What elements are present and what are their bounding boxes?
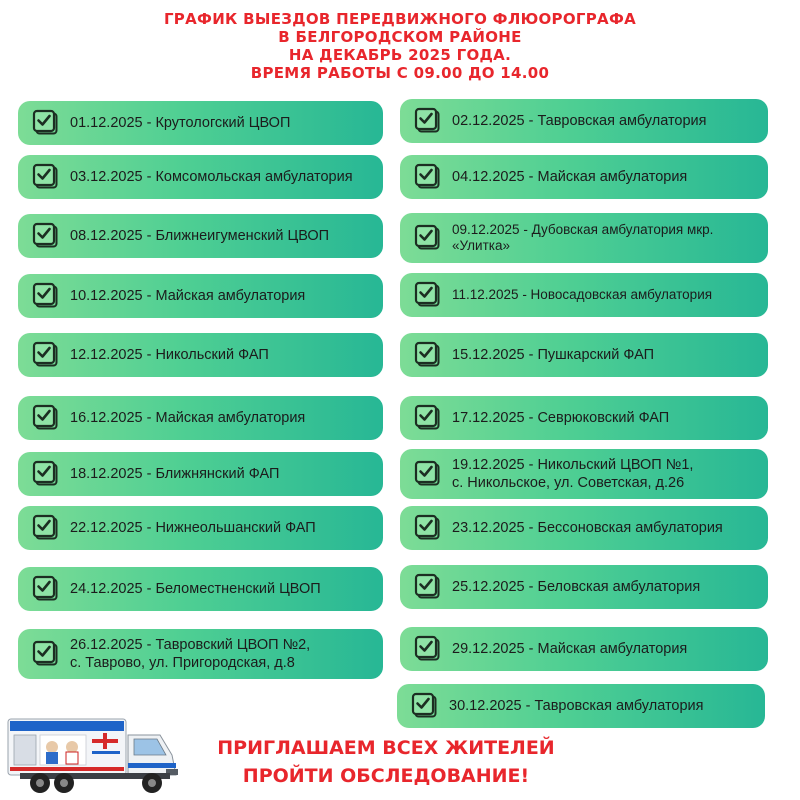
invitation-line-1: ПРИГЛАШАЕМ ВСЕХ ЖИТЕЛЕЙ	[217, 737, 555, 759]
invitation-text	[186, 734, 586, 790]
schedule-item-text: 04.12.2025 - Майская амбулатория	[452, 169, 688, 185]
schedule-item-text: 01.12.2025 - Крутологский ЦВОП	[70, 115, 291, 131]
checkbox-checked-icon	[32, 640, 60, 668]
checkbox-checked-icon	[414, 224, 442, 252]
truck-wheels	[20, 773, 170, 793]
truck-body	[8, 719, 126, 775]
schedule-item	[18, 452, 383, 496]
schedule-item	[400, 273, 768, 317]
checkbox-checked-icon	[414, 163, 442, 191]
checkbox-checked-icon	[414, 341, 442, 369]
schedule-item-address: с. Таврово, ул. Пригородская, д.8	[70, 655, 295, 671]
checkbox-checked-icon	[414, 460, 442, 488]
schedule-item	[18, 333, 383, 377]
schedule-item	[400, 449, 768, 499]
schedule-item	[18, 629, 383, 679]
schedule-item-text: 12.12.2025 - Никольский ФАП	[70, 347, 269, 363]
schedule-item-text: 25.12.2025 - Беловская амбулатория	[452, 579, 701, 595]
schedule-item-text: 22.12.2025 - Нижнеольшанский ФАП	[70, 520, 316, 536]
page-title	[0, 10, 800, 82]
schedule-item-text: 16.12.2025 - Майская амбулатория	[70, 410, 306, 426]
checkbox-checked-icon	[32, 282, 60, 310]
schedule-item	[400, 155, 768, 199]
checkbox-checked-icon	[32, 514, 60, 542]
schedule-item	[400, 627, 768, 671]
schedule-item-text: 11.12.2025 - Новосадовская амбулатория	[452, 287, 713, 302]
title-line-1: ГРАФИК ВЫЕЗДОВ ПЕРЕДВИЖНОГО ФЛЮОРОГРАФА	[163, 10, 637, 28]
schedule-item-address: с. Никольское, ул. Советская, д.26	[452, 475, 685, 491]
schedule-item-text: 17.12.2025 - Севрюковский ФАП	[452, 410, 670, 426]
checkbox-checked-icon	[414, 635, 442, 663]
schedule-item-text: 19.12.2025 - Никольский ЦВОП №1,	[452, 457, 694, 473]
schedule-item-text: 10.12.2025 - Майская амбулатория	[70, 288, 306, 304]
checkbox-checked-icon	[414, 404, 442, 432]
checkbox-checked-icon	[411, 692, 439, 720]
checkbox-checked-icon	[32, 163, 60, 191]
schedule-item	[400, 333, 768, 377]
truck-cab	[128, 735, 178, 775]
schedule-item	[18, 396, 383, 440]
schedule-item-text: 09.12.2025 - Дубовская амбулатория мкр.	[452, 222, 714, 237]
schedule-item-text: 26.12.2025 - Тавровский ЦВОП №2,	[70, 637, 311, 653]
checkbox-checked-icon	[414, 107, 442, 135]
schedule-item	[18, 101, 383, 145]
schedule-item-text: 03.12.2025 - Комсомольская амбулатория	[70, 169, 353, 185]
mobile-fluorography-truck-icon	[0, 705, 185, 800]
schedule-item	[400, 99, 768, 143]
title-line-3: НА ДЕКАБРЬ 2025 ГОДА.	[288, 46, 512, 64]
checkbox-checked-icon	[32, 341, 60, 369]
schedule-item	[400, 396, 768, 440]
schedule-item-text: 30.12.2025 - Тавровская амбулатория	[449, 698, 704, 714]
schedule-item	[18, 567, 383, 611]
title-line-2: В БЕЛГОРОДСКОМ РАЙОНЕ	[278, 28, 522, 46]
checkbox-checked-icon	[32, 460, 60, 488]
schedule-item	[18, 214, 383, 258]
schedule-item-text: 24.12.2025 - Беломестненский ЦВОП	[70, 581, 321, 597]
checkbox-checked-icon	[32, 222, 60, 250]
checkbox-checked-icon	[414, 514, 442, 542]
title-line-4: ВРЕМЯ РАБОТЫ С 09.00 ДО 14.00	[250, 64, 550, 82]
invitation-line-2: ПРОЙТИ ОБСЛЕДОВАНИЕ!	[242, 765, 530, 787]
schedule-item-text: 29.12.2025 - Майская амбулатория	[452, 641, 688, 657]
checkbox-checked-icon	[414, 281, 442, 309]
checkbox-checked-icon	[32, 575, 60, 603]
schedule-item-text: 08.12.2025 - Ближнеигуменский ЦВОП	[70, 228, 330, 244]
schedule-item	[18, 155, 383, 199]
schedule-item-text: 23.12.2025 - Бессоновская амбулатория	[452, 520, 723, 536]
schedule-item-text: 02.12.2025 - Тавровская амбулатория	[452, 113, 707, 129]
schedule-item-address: «Улитка»	[452, 238, 511, 253]
schedule-item	[400, 213, 768, 263]
schedule-item-text: 18.12.2025 - Ближнянский ФАП	[70, 466, 280, 482]
schedule-item-text: 15.12.2025 - Пушкарский ФАП	[452, 347, 655, 363]
schedule-item	[400, 565, 768, 609]
checkbox-checked-icon	[32, 109, 60, 137]
checkbox-checked-icon	[414, 573, 442, 601]
schedule-item	[397, 684, 765, 728]
schedule-item	[18, 274, 383, 318]
schedule-item	[18, 506, 383, 550]
checkbox-checked-icon	[32, 404, 60, 432]
schedule-item	[400, 506, 768, 550]
